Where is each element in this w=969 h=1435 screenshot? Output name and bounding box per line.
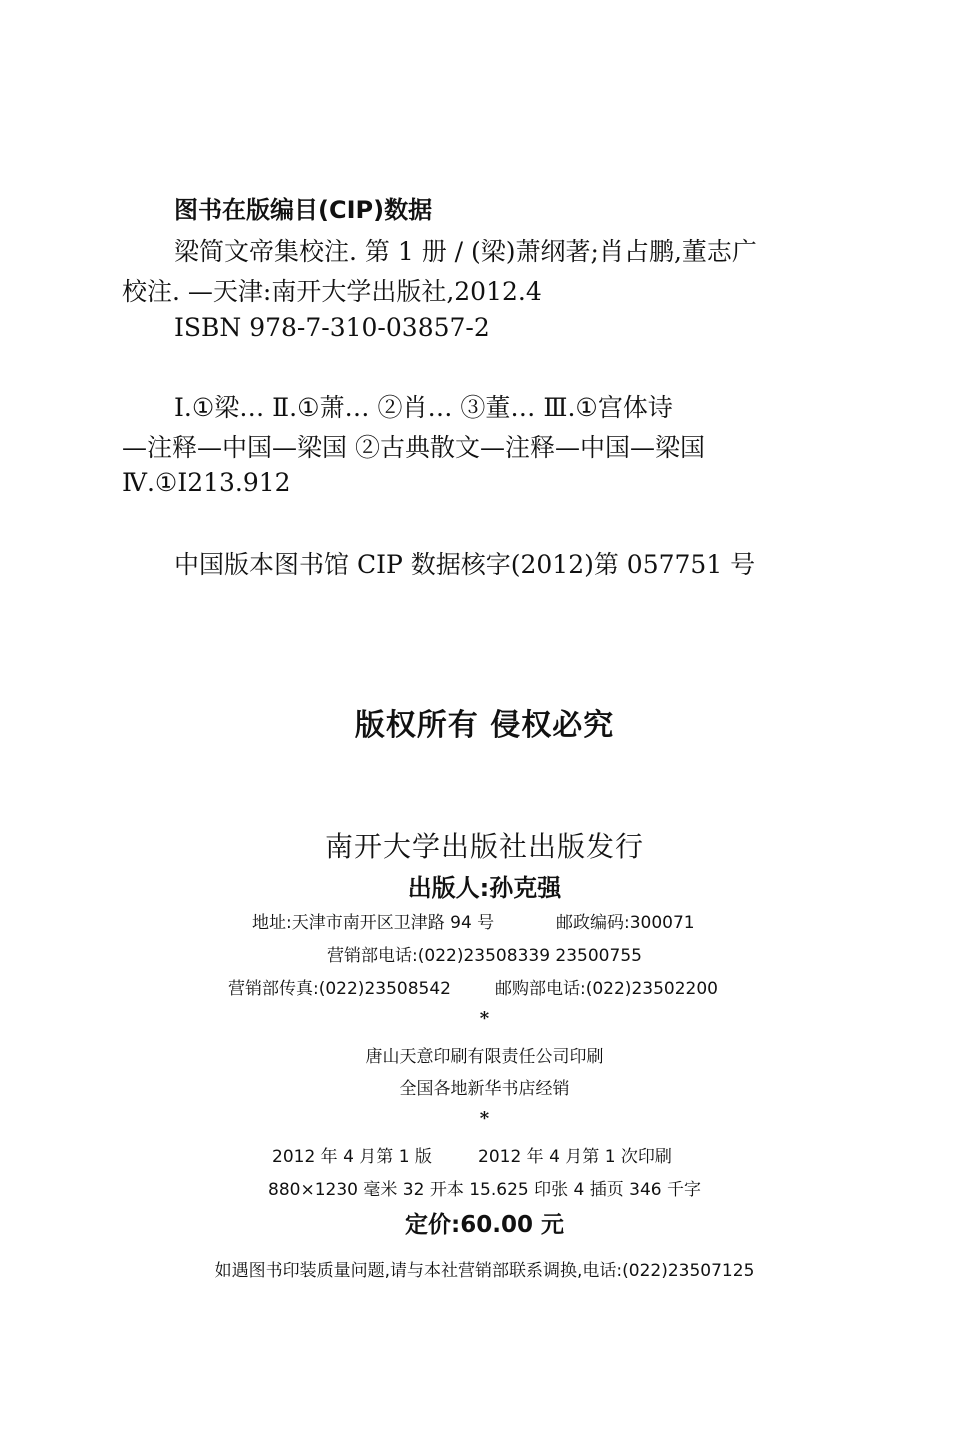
marketing-fax: 营销部传真:(022)23508542 [228,979,451,999]
cip-isbn: ISBN 978-7-310-03857-2 [174,313,490,342]
printing-info: 2012 年 4 月第 1 次印刷 [478,1147,672,1167]
book-specs: 880×1230 毫米 32 开本 15.625 印张 4 插页 346 千字 [268,1180,701,1200]
publisher-address: 地址:天津市南开区卫津路 94 号 [252,913,495,933]
book-price: 定价:60.00 元 [405,1212,564,1238]
separator-star-2: * [479,1108,490,1129]
distributor-name: 全国各地新华书店经销 [399,1079,570,1099]
edition-info: 2012 年 4 月第 1 版 [272,1147,432,1167]
marketing-phone: 营销部电话:(022)23508339 23500755 [327,946,642,966]
separator-star-1: * [479,1008,490,1029]
cip-publication-line: 校注. —天津:南开大学出版社,2012.4 [122,277,542,306]
cip-check-number: 中国版本图书馆 CIP 数据核字(2012)第 057751 号 [174,550,756,579]
cip-classification-line-3: Ⅳ.①I213.912 [122,468,291,497]
cip-title-line: 梁简文帝集校注. 第 1 册 / (梁)萧纲著;肖占鹏,董志广 [174,237,757,266]
cip-heading: 图书在版编目(CIP)数据 [174,196,433,224]
printer-name: 唐山天意印刷有限责任公司印刷 [365,1047,604,1067]
cip-classification-line-2: —注释—中国—梁国 ②古典散文—注释—中国—梁国 [122,433,705,462]
mail-order-phone: 邮购部电话:(022)23502200 [495,979,718,999]
imprint-title: 南开大学出版社出版发行 [324,830,644,863]
quality-note: 如遇图书印装质量问题,请与本社营销部联系调换,电话:(022)23507125 [214,1261,755,1281]
postal-code: 邮政编码:300071 [556,913,695,933]
copyright-notice: 版权所有 侵权必究 [354,708,615,743]
publisher-name: 出版人:孙克强 [407,874,562,902]
cip-classification-line-1: Ⅰ.①梁… Ⅱ.①萧… ②肖… ③董… Ⅲ.①宫体诗 [174,393,673,422]
